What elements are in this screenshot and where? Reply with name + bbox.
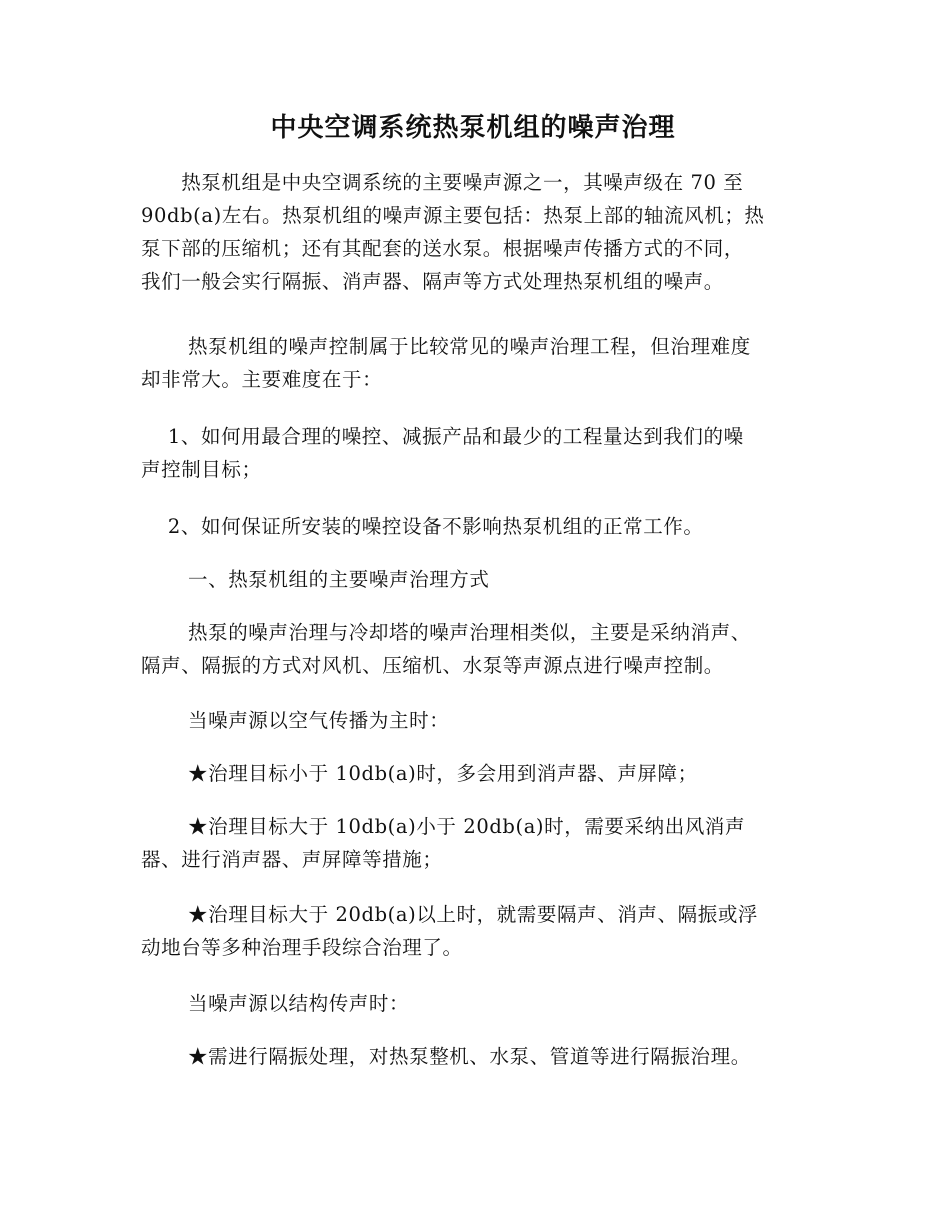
paragraph-line: 1、如何用最合理的噪控、减振产品和最少的工程量达到我们的噪 bbox=[141, 425, 744, 448]
bullet-10-20db bbox=[141, 810, 805, 876]
paragraph-line: 我们一般会实行隔振、消声器、隔声等方式处理热泵机组的噪声。 bbox=[141, 270, 724, 293]
paragraph-line: 热泵机组是中央空调系统的主要噪声源之一，其噪声级在 70 至 bbox=[141, 171, 744, 194]
paragraph-line: 2、如何保证所安装的噪控设备不影响热泵机组的正常工作。 bbox=[141, 515, 704, 538]
paragraph-line: 却非常大。主要难度在于： bbox=[141, 368, 383, 391]
paragraph-airborne bbox=[141, 704, 805, 737]
paragraph-line: 隔声、隔振的方式对风机、压缩机、水泵等声源点进行噪声控制。 bbox=[141, 654, 724, 677]
bullet-vibration-isolation bbox=[141, 1040, 805, 1073]
paragraph-line: 热泵的噪声治理与冷却塔的噪声治理相类似，主要是采纳消声、 bbox=[141, 621, 751, 644]
paragraph-difficulty bbox=[141, 330, 805, 396]
paragraph-line: 动地台等多种治理手段综合治理了。 bbox=[141, 936, 463, 959]
bullet-under-10db bbox=[141, 757, 805, 790]
document-title: 中央空调系统热泵机组的噪声治理 bbox=[270, 113, 676, 143]
paragraph-intro bbox=[141, 166, 805, 298]
document-page bbox=[141, 0, 805, 1230]
paragraph-line: 泵下部的压缩机；还有其配套的送水泵。根据噪声传播方式的不同， bbox=[141, 237, 745, 260]
paragraph-line: 当噪声源以结构传声时： bbox=[141, 992, 410, 1015]
paragraph-point-2 bbox=[141, 510, 805, 543]
paragraph-line: 90db(a)左右。热泵机组的噪声源主要包括：热泵上部的轴流风机；热 bbox=[141, 204, 765, 227]
paragraph-line: ★治理目标小于 10db(a)时，多会用到消声器、声屏障； bbox=[141, 762, 698, 785]
paragraph-method bbox=[141, 616, 805, 682]
bullet-over-20db bbox=[141, 898, 805, 964]
paragraph-structural bbox=[141, 987, 805, 1020]
section-heading bbox=[141, 563, 805, 596]
paragraph-line: 当噪声源以空气传播为主时： bbox=[141, 709, 450, 732]
paragraph-line: ★治理目标大于 20db(a)以上时，就需要隔声、消声、隔振或浮 bbox=[141, 903, 759, 926]
paragraph-line: 热泵机组的噪声控制属于比较常见的噪声治理工程，但治理难度 bbox=[141, 335, 751, 358]
paragraph-line: ★需进行隔振处理，对热泵整机、水泵、管道等进行隔振治理。 bbox=[141, 1045, 751, 1068]
paragraph-line: 器、进行消声器、声屏障等措施； bbox=[141, 848, 443, 871]
paragraph-line: ★治理目标大于 10db(a)小于 20db(a)时，需要采纳出风消声 bbox=[141, 815, 746, 838]
paragraph-line: 声控制目标； bbox=[141, 458, 262, 481]
paragraph-line: 一、热泵机组的主要噪声治理方式 bbox=[141, 568, 490, 591]
paragraph-point-1 bbox=[141, 420, 805, 486]
